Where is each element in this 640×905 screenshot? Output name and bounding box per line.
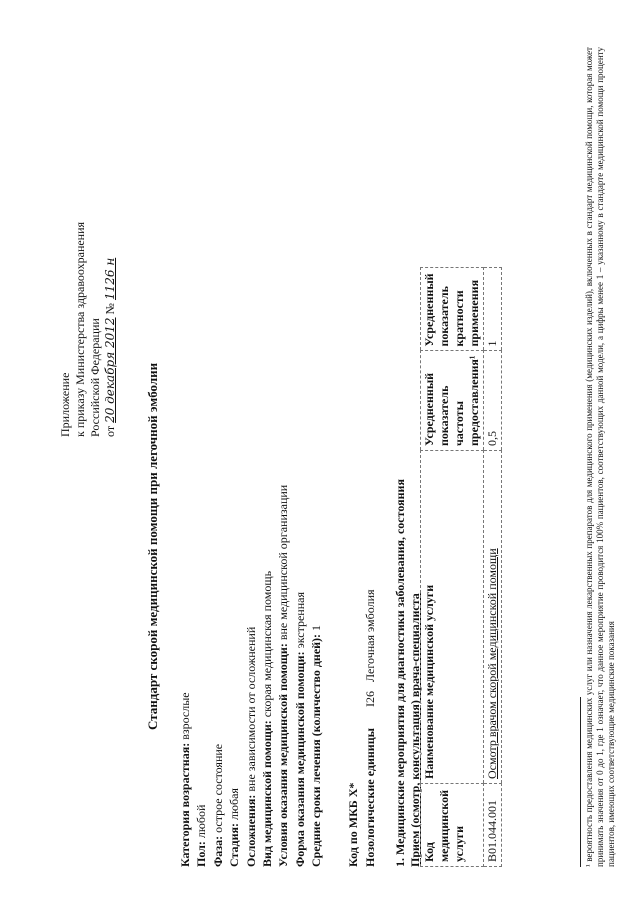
header-multiplicity: Усредненный показатель кратности применения <box>421 268 484 351</box>
table-header-row <box>421 268 484 867</box>
appendix-header <box>58 222 118 437</box>
standard-parameters <box>177 485 325 867</box>
header-code: Код медицинской услуги <box>421 784 484 867</box>
parameter-value: острое состояние <box>210 743 225 833</box>
row-frequency: 0,5 <box>484 351 502 451</box>
nosology-label: Нозологические единицы <box>363 727 377 867</box>
parameter-label: Пол: <box>194 841 209 867</box>
parameter-value: скорая медицинская помощь <box>260 570 275 718</box>
handwritten-number: 1126 н <box>103 257 117 301</box>
appendix-line: Российской Федерации <box>88 318 102 437</box>
table-row <box>484 268 502 867</box>
appendix-line: к приказу Министерства здравоохранения <box>73 221 87 437</box>
from-label: от <box>103 425 117 437</box>
parameter-row <box>292 485 308 867</box>
parameter-row <box>226 485 242 867</box>
nosology-value <box>362 589 379 707</box>
section-heading: 1. Медицинские мероприятия для диагностики заболевания, состояния <box>393 479 407 867</box>
mkb-name: Легочная эмболия <box>363 589 377 682</box>
parameter-label: Категория возрастная: <box>178 742 192 867</box>
parameter-label: Средние сроки лечения (количество дней): <box>309 633 324 867</box>
mkb-label: Код по МКБ X* <box>346 782 360 867</box>
number-label: № <box>103 303 117 315</box>
document-title: Стандарт скорой медицинской помощи при легочной эмболии <box>145 362 160 730</box>
parameter-row <box>193 485 209 867</box>
parameter-row <box>177 485 193 867</box>
footnote: ¹ вероятность предоставления медицинских услуг или назначения лекарственных препаратов для медицинского применения (медицинских изделий), включенных в стандарт медицинской помощи, которая может принимать значения от 0 до 1, где 1 означает, что данное мероприятие проводится 100% пациентов, соответствующих данной модели, а цифры менее 1 – указанному в стандарте медицинской помощи проценту пациентов, имеющих соответствующие медицинские показания <box>584 47 616 867</box>
parameter-value: экстренная <box>292 592 307 649</box>
parameter-label: Условия оказания медицинской помощи: <box>276 643 291 867</box>
appendix-line: Приложение <box>58 372 72 437</box>
row-multiplicity: 1 <box>484 268 502 351</box>
section-subheading: Прием (осмотр, консультация) врача-специалиста <box>408 593 422 867</box>
parameter-label: Стадия: <box>227 822 242 867</box>
parameter-value: 1 <box>309 624 324 631</box>
section-1 <box>393 479 423 867</box>
parameter-value: вне медицинской организации <box>276 484 291 641</box>
parameter-value: взрослые <box>178 692 192 740</box>
parameter-label: Осложнения: <box>243 794 258 867</box>
parameter-label: Форма оказания медицинской помощи: <box>292 651 307 867</box>
parameter-value: любой <box>194 804 209 839</box>
parameter-value: любая <box>227 788 242 820</box>
parameter-row <box>275 485 291 867</box>
header-frequency: Усредненный показатель частоты предоставления¹ <box>421 351 484 451</box>
parameter-row <box>259 485 275 867</box>
mkb-code: I26 <box>363 691 377 707</box>
footnote-divider <box>580 697 581 867</box>
row-code: B01.044.001 <box>484 784 502 867</box>
parameter-row <box>243 485 259 867</box>
mkb-block <box>345 589 379 867</box>
parameter-row <box>308 485 324 867</box>
parameter-label: Фаза: <box>210 835 225 867</box>
handwritten-date: 20 декабря 2012 <box>103 317 117 423</box>
parameter-label: Вид медицинской помощи: <box>260 720 275 867</box>
parameter-value: вне зависимости от осложнений <box>243 626 258 792</box>
header-name: Наименование медицинской услуги <box>421 451 484 784</box>
row-name: Осмотр врачом скорой медицинской помощи <box>484 451 502 784</box>
services-table <box>420 268 502 868</box>
parameter-row <box>210 485 226 867</box>
appendix-date-line <box>103 222 118 437</box>
